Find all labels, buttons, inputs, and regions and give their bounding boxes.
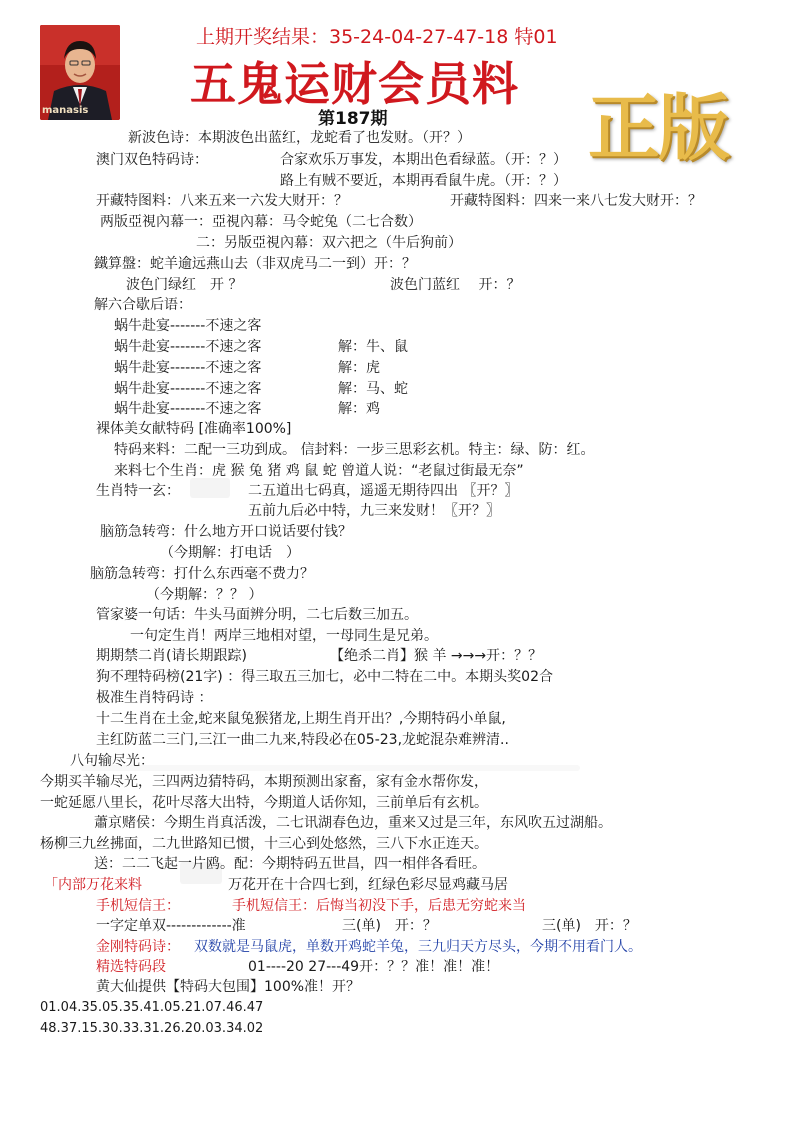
line-brain-answer-1: （今期解：打电话 ） [160, 545, 300, 561]
riddle-row: 蜗牛赴宴-------不速之客 [114, 401, 262, 417]
line-odd-even-1: 三(单) 开：？ [342, 918, 437, 934]
riddle-row: 蜗牛赴宴-------不速之客 [114, 381, 262, 397]
line-kaicang-2: 开藏特图料：四来一来八七发大财开：？ [450, 193, 702, 209]
line-seven-zodiac: 来料七个生肖：虎 猴 兔 猪 鸡 鼠 蛇 曾道人说：“老鼠过街最无奈” [114, 463, 524, 479]
line-eight-lines-1: 今期买羊输尽光，三四两边猜特码，本期预测出家畜，家有金水帮你发， [40, 774, 488, 790]
line-wanhua-label: 「内部万花来料 [44, 877, 142, 893]
line-macau-poem-1: 合家欢乐万事发，本期出色看绿蓝。（开：？） [280, 152, 567, 168]
riddle-answer: 解：牛、鼠 [338, 339, 408, 355]
line-huangdaxian: 黄大仙提供【特码大包围】100%准！开？ [96, 979, 361, 995]
line-brain-answer-2: （今期解：？？ ） [146, 587, 263, 603]
portrait-photo [40, 25, 120, 120]
issue-number: 第187期 [318, 109, 388, 129]
line-wanhua-text: 万花开在十合四七到，红绿色彩尽显鸡藏马居 [228, 877, 508, 893]
line-special-source: 特码来料：二配一三功到成。 信封料：一步三思彩玄机。特主：绿、防：红。 [114, 442, 595, 458]
line-xiaojing-1: 蕭京赌侯：今期生肖真活泼，二七讯湖春色边，重来又过是三年，东风吹五过湖船。 [94, 815, 612, 831]
line-riddle-heading: 解六合歇后语： [94, 297, 192, 313]
line-accuracy: 裸体美女献特码 [准确率100%] [96, 421, 292, 437]
riddle-answer: 解：虎 [338, 360, 380, 376]
line-xiaojing-2: 杨柳三九丝拂面，二九世路知已惯，十三心到处悠然，三八下水正连天。 [40, 836, 488, 852]
line-segment-text: 01----20 27---49开：？？准！准！准！ [248, 959, 500, 975]
line-atv-1: 两版亞視內幕一：亞視內幕：马令蛇兔（二七合数） [100, 214, 422, 230]
line-eight-lines-2: 一蛇延愿八里长，花叶尽落大出特，今期道人话你知，三前单后有玄机。 [40, 795, 488, 811]
line-eight-lines-heading: 八句输尽光： [70, 753, 154, 769]
zhengban-badge: 正版 [588, 85, 729, 170]
riddle-row: 蜗牛赴宴-------不速之客 [114, 318, 262, 334]
line-one-zodiac: 一句定生肖！两岸三地相对望，一母同生是兄弟。 [130, 628, 438, 644]
riddle-answer: 解：鸡 [338, 401, 380, 417]
line-jingang-text: 双数就是马鼠虎，单数开鸡蛇羊兔，三九归天方尽头，今期不用看门人。 [194, 939, 642, 955]
line-atv-2: 二：另版亞視內幕：双六把之（牛后狗前） [196, 235, 462, 251]
line-zodiac-poem-2: 五前九后必中特，九三来发财！〖开？〗 [248, 503, 500, 519]
line-wave-poem: 新波色诗：本期波色出蓝红，龙蛇看了也发财。（开？） [128, 130, 471, 146]
line-odd-even-2: 三(单) 开：？ [542, 918, 637, 934]
line-odd-even: 一字定单双-------------准 [96, 918, 246, 934]
line-macau-poem-2: 路上有贼不要近，本期再看鼠牛虎。（开：？） [280, 173, 567, 189]
line-ban-label: 期期禁二肖(请长期跟踪) [96, 648, 247, 664]
line-brain-teaser-2: 脑筋急转弯：打什么东西毫不费力？ [90, 566, 314, 582]
line-wave-blue-red: 波色门蓝红 开：？ [390, 277, 521, 293]
line-brain-teaser-1: 脑筋急转弯：什么地方开口说话要付钱？ [100, 524, 352, 540]
line-kaicang-1: 开藏特图料：八来五来一六发大财开：？ [96, 193, 348, 209]
last-result: 上期开奖结果：35-24-04-27-47-18 特01 [196, 26, 558, 48]
line-zodiac-poem-a: 十二生肖在土金,蛇来鼠兔猴猪龙,上期生肖开出？,今期特码小单鼠, [96, 711, 506, 727]
line-housekeeper: 管家婆一句话：牛头马面辨分明，二七后数三加五。 [96, 607, 418, 623]
line-macau-label: 澳门双色特码诗： [96, 152, 208, 168]
line-segment-label: 精选特码段 [96, 959, 166, 975]
riddle-answer: 解：马、蛇 [338, 381, 408, 397]
line-ban-zodiac: 【绝杀二肖】猴 羊 →→→开：？？ [330, 648, 543, 664]
page-title: 五鬼运财会员料 [190, 57, 519, 111]
number-list-1: 01.04.35.05.35.41.05.21.07.46.47 [40, 1000, 264, 1015]
line-zodiac-label: 生肖特一玄： [96, 483, 180, 499]
line-sms-text: 手机短信王：后悔当初没下手，后患无穷蛇来当 [232, 898, 526, 914]
photo-caption: manasis [42, 105, 89, 116]
line-zodiac-poem-1: 二五道出七码真，遥遥无期待四出 〖开？〗 [248, 483, 519, 499]
line-send: 送：二二飞起一片鸥。配：今期特码五世昌，四一相伴各看旺。 [94, 856, 486, 872]
line-zodiac-poem-b: 主红防蓝二三门,三江一曲二九来,特段必在05-23,龙蛇混杂难辨清.. [96, 732, 509, 748]
line-goubuli: 狗不理特码榜(21字) ：得三取五三加七，必中二特在二中。本期头奖02合 [96, 669, 554, 685]
line-jingang-label: 金刚特码诗： [96, 939, 180, 955]
line-zodiac-poem-heading: 极准生肖特码诗 ： [96, 690, 213, 706]
line-wave-green-red: 波色门绿红 开 ？ [126, 277, 243, 293]
riddle-row: 蜗牛赴宴-------不速之客 [114, 360, 262, 376]
number-list-2: 48.37.15.30.33.31.26.20.03.34.02 [40, 1021, 264, 1036]
line-abacus: 鐵算盤：蛇羊逾远燕山去（非双虎马二一到）开：？ [94, 256, 416, 272]
riddle-row: 蜗牛赴宴-------不速之客 [114, 339, 262, 355]
line-sms-label: 手机短信王： [96, 898, 180, 914]
